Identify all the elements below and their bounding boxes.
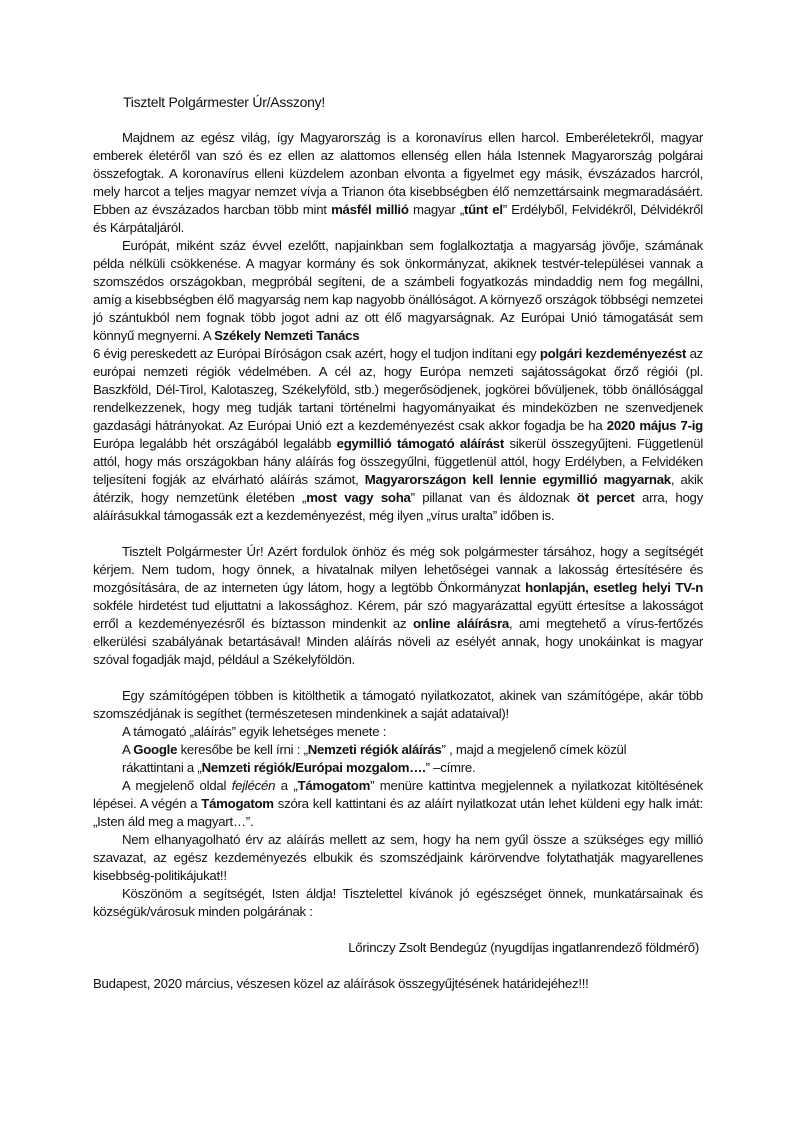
paragraph-request [93, 543, 703, 669]
text: szóra kell kattintani és az aláírt nyilatkozat után lehet küldeni egy halk imát: „Isten áld meg a magyart…”. [93, 796, 704, 829]
spacer [93, 669, 703, 687]
paragraph-argument: Nem elhanyagolható érv az aláírás mellett az sem, hogy ha nem gyűl össze a szükséges egy millió szavazat, az egész kezdeményezés elbukik és szomszédjaink kárörvendve folytathatják magyarellenes kisebbség-politikájukat!! [93, 832, 703, 883]
step-google [122, 741, 703, 759]
text: ” pillanat van és áldoznak [410, 490, 577, 505]
text: ” , majd a megjelenő címek közül [441, 742, 627, 757]
spacer [93, 525, 703, 543]
text: A megjelenő oldal [122, 778, 232, 793]
bold-text: most vagy soha [306, 490, 411, 505]
text: rákattintani a „ [122, 760, 202, 775]
text: a „ [275, 778, 298, 793]
closing-line: Budapest, 2020 március, vészesen közel az aláírások összegyűjtésének határidejéhez!!! [93, 976, 589, 991]
bold-text: honlapján, esetleg helyi TV-n [525, 580, 704, 595]
bold-text: Magyarországon kell lennie egymillió magyarnak [364, 472, 671, 487]
bold-text: egymillió támogató aláírást [336, 436, 505, 451]
text: , akik átérzik, hogy nemzetünk életében „ [93, 472, 703, 505]
text: ” –címre. [425, 760, 476, 775]
paragraph-computer: Egy számítógépen többen is kitölthetik a támogató nyilatkozatot, akinek van számítógépe, akár több szomszédjának is segíthet (természetesen mindenkinek a saját adataival)! [93, 688, 703, 721]
spacer [93, 957, 703, 975]
bold-text: 2020 május 7-ig [606, 418, 703, 433]
text: sokféle hirdetést tud eljuttatni a lakossághoz. Kérem, pár szó magyarázattal együtt értesítse a lakosságot erről a kezdeményezésről és bíztasson mindenkit az [93, 598, 703, 631]
bold-text: Nemzeti régiók aláírás [307, 742, 442, 757]
bold-text: polgári kezdeményezést [539, 346, 687, 361]
bold-text: Támogatom [297, 778, 371, 793]
text: A [122, 742, 134, 757]
spacer [93, 921, 703, 939]
text: Majdnem az egész világ, így Magyarország is a koronavírus ellen harcol. Emberéletekről, magyar emberek életéről van szó és ez ellen az alattomos ellenség ellen hála Istennek Magyarország polgárai összefogtak. A koronavírus elleni küzdelem azonban elvonta a figyelmet egy másik, évszázados harcról, mely harcot a teljes magyar nemzet vívja a Trianon óta kisebbségben élő nemzettársaink megmaradásáért. Ebben az évszázados harcban több mint [93, 130, 703, 217]
paragraph-coronavirus [93, 129, 703, 237]
italic-text: fejlécén [231, 778, 276, 793]
text: az európai nemzeti régiók védelmében. A cél az, hogy Európa nemzeti sajátosságokat őrző régiói (pl. Baszkföld, Dél-Tirol, Kalotaszeg, Székelyföld, stb.) megerősödjenek, jogkörei bővüljenek, több önállósággal rendelkezzenek, hogy meg tudják tartani történelmi hagyományaikat és mindeközben ne szenvedjenek gazdasági hátrányokat. Az Európai Unió ezt a kezdeményezést csak akkor fogadja be ha [93, 346, 703, 433]
bold-text: online aláírásra [412, 616, 509, 631]
text: , ami megtehető a vírus-fertőzés elkerülési szabályának betartásával! Minden aláírás növeli az esélyét annak, hogy unokáinkat is magyar szóval fogadják majd, például a Székelyföldön. [93, 616, 703, 667]
bold-text: öt percet [576, 490, 635, 505]
bold-text: Google [133, 742, 178, 757]
bold-text: Székely Nemzeti Tanács [214, 328, 360, 343]
text: keresőbe be kell írni : „ [177, 742, 308, 757]
text: Európa legalább hét országából legalább [93, 436, 337, 451]
text: ” Erdélyből, Felvidékről, Délvidékről és Kárpátaljáról. [93, 202, 703, 235]
bold-text: Nemzeti régiók/Európai mozgalom…. [201, 760, 426, 775]
text: Európát, miként száz évvel ezelőtt, napjainkban sem foglalkoztatja a magyarság jövője, számának példa nélküli csökkenése. A magyar kormány és sok önkormányzat, akiknek testvér-települései vannak a szomszédos országokban, megpróbál segíteni, de a számbeli fogyatkozás mindaddig nem fog megállni, amíg a kisebbségben élő magyarság nem kap nagyobb önállóságot. A környező országok többségi nemzetei jó szántukból nem fognak több jogot adni az ott élő magyarságnak. Az Európai Unió támogatását sem könnyű megnyerni. A [93, 238, 703, 343]
step-google-cont [122, 759, 703, 777]
bold-text: tűnt el [463, 202, 503, 217]
letter-page [93, 93, 703, 993]
text: magyar „ [408, 202, 464, 217]
text: 6 évig pereskedett az Európai Bíróságon csak azért, hogy el tudjon indítani egy [93, 346, 540, 361]
text: arra, hogy aláírásukkal támogassák ezt a kezdeményezést, még ilyen „vírus uralta” időben is. [93, 490, 703, 523]
signature: Lőrinczy Zsolt Bendegúz (nyugdíjas ingatlanrendező földmérő) [348, 940, 699, 955]
bold-text: Támogatom [201, 796, 274, 811]
text: ” menüre kattintva megjelennek a nyilatkozat kitöltésének lépései. A végén a [93, 778, 703, 811]
text: Tisztelt Polgármester Úr! Azért fordulok önhöz és még sok polgármester társához, hogy a segítségét kérjem. Nem tudom, hogy önnek, a hivatalnak milyen lehetőségei vannak a lakosság értesítésére és mozgósítására, de az interneten úgy látom, hogy a legtöbb Önkormányzat [93, 544, 703, 595]
text: sikerül összegyűjteni. Függetlenül attól, hogy más országokban hány aláírás fog összegyűlni, függetlenül attól, hogy Erdélyben, a Felvidéken teljesíteni fogják az elvárható aláírás számot, [93, 436, 704, 487]
letter-greeting: Tisztelt Polgármester Úr/Asszony! [123, 94, 326, 110]
bold-text: másfél millió [331, 202, 409, 217]
paragraph-europe-cont [93, 345, 703, 525]
paragraph-europe [93, 237, 703, 345]
paragraph-thanks: Köszönöm a segítségét, Isten áldja! Tisztelettel kívánok jó egészséget önnek, munkatársainak és községük/városuk minden polgárának : [93, 886, 703, 919]
step-support [93, 777, 703, 831]
steps-intro: A támogató „aláírás” egyik lehetséges menete : [122, 724, 387, 739]
